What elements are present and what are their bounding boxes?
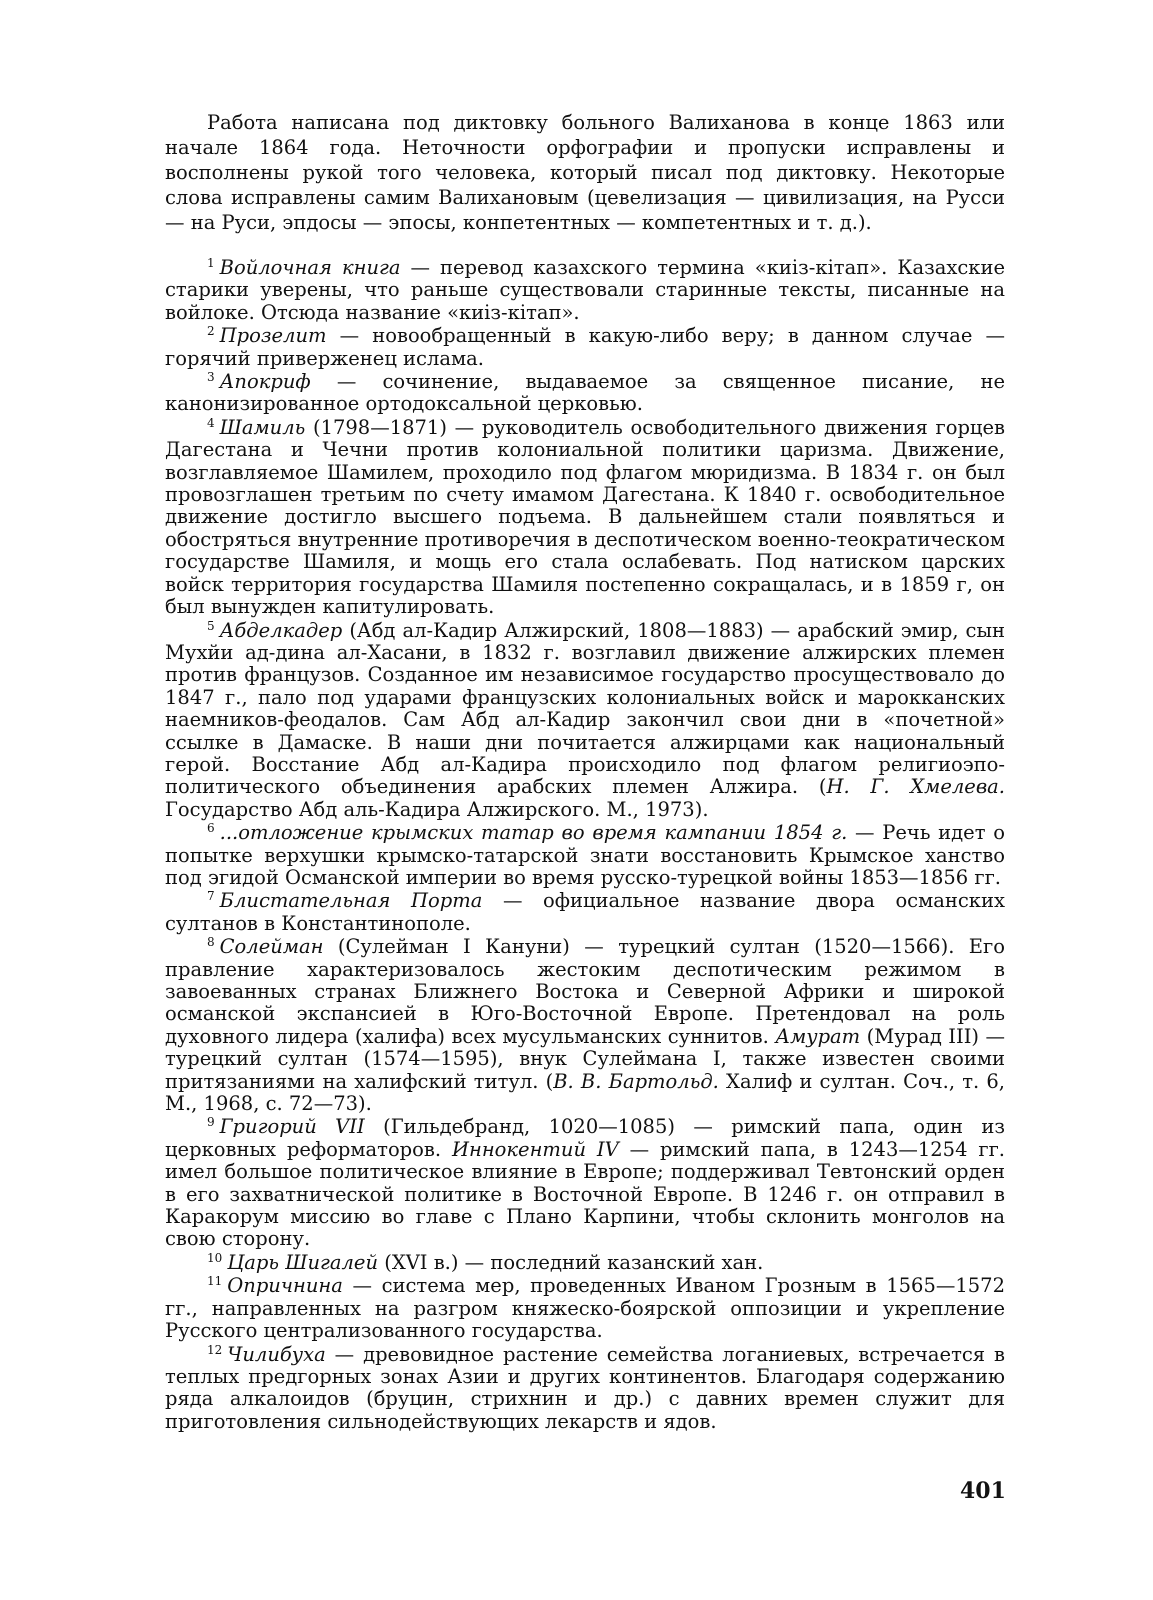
footnote-term: ...отложение крымских татар во время кампании 1854 г. (219, 821, 848, 845)
footnote-text: (Абд ал-Кадир Алжирский, 1808—1883) — арабский эмир, сын Мухйи ад-дина ал-Хасани, в 1832 г. возглавил движение алжирских племен против французов. Созданное им независимое государство просуществовало до 1847 г., пало под ударами французских колониальных войск и марокканских наемников-феодалов. Сам Абд ал-Кадир закончил свои дни в «почетной» ссылке в Дамаске. В наши дни почитается алжирцами как национальный герой. Восстание Абд ал-Кадира происходило под флагом религиоэпо-политического объединения арабских племен Алжира. ( (165, 618, 1005, 799)
footnote-text: — перевод казахского термина «киіз-кітап». Казахские старики уверены, что раньше существовали старинные тексты, писанные на войлоке. Отсюда название «киіз-кітап». (165, 256, 1005, 324)
footnote-term: Солейман (219, 935, 324, 959)
footnote-text: (XVI в.) — последний казанский хан. (378, 1250, 764, 1274)
footnote-term: Григорий VII (219, 1115, 365, 1139)
footnote-number: 9 (207, 1115, 215, 1130)
footnote-6 (165, 822, 1005, 889)
footnote-term: Апокриф (219, 370, 311, 394)
footnote-text: — новообращенный в какую-либо веру; в данном случае — горячий приверженец ислама. (165, 324, 1005, 370)
footnote-number: 3 (207, 370, 215, 385)
footnote-3 (165, 371, 1005, 416)
footnote-term: Прозелит (219, 324, 327, 348)
footnote-number: 6 (207, 821, 215, 836)
footnote-12 (165, 1344, 1005, 1434)
footnote-term-secondary: Амурат (775, 1024, 861, 1048)
footnote-reference-author: В. В. Бартольд. (553, 1069, 719, 1093)
footnote-8 (165, 936, 1005, 1115)
footnote-text: — древовидное растение семейства логаниевых, встречается в теплых предгорных зонах Азии и других континентов. Благодаря содержанию ряда алкалоидов (бруцин, стрихнин и др.) с давних времен служит для приготовления сильнодействующих лекарств и ядов. (165, 1342, 1005, 1433)
footnote-4 (165, 417, 1005, 619)
footnote-reference-text: Халиф и султан. Соч., т. 6, М., 1968, с. 72—73). (165, 1069, 1006, 1116)
footnote-text: — официальное название двора османских султанов в Константинополе. (165, 889, 1005, 935)
footnote-number: 2 (207, 324, 215, 339)
footnote-text: (1798—1871) — руководитель освободительного движения горцев Дагестана и Чечни против колониальной политики царизма. Движение, возглавляемое Шамилем, проходило под флагом мюридизма. В 1834 г. он был провозглашен третьим по счету имамом Дагестана. К 1840 г. освободительное движение достигло высшего подъема. В дальнейшем стали появляться и обостряться внутренние противоречия в деспотическом военно-теократическом государстве Шамиля, и мощь его стала ослабевать. Под натиском царских войск территория государства Шамиля постепенно сокращалась, и в 1859 г, он был вынужден капитулировать. (165, 415, 1005, 619)
footnote-number: 4 (207, 415, 215, 430)
footnote-term: Опричнина (227, 1274, 343, 1298)
footnote-number: 8 (207, 935, 215, 950)
footnote-reference-text: Государство Абд аль-Кадира Алжирского. М., 1973). (165, 797, 709, 821)
footnote-term: Шамиль (219, 415, 306, 439)
footnotes (165, 257, 1005, 1433)
footnote-number: 10 (207, 1250, 223, 1265)
footnote-9 (165, 1116, 1005, 1250)
footnote-text: — система мер, проведенных Иваном Грозным в 1565—1572 гг., направленных на разгром княжеско-боярской оппозиции и укрепление Русского централизованного государства. (165, 1274, 1005, 1343)
footnote-11 (165, 1275, 1005, 1342)
footnote-number: 7 (207, 889, 215, 904)
footnote-text-secondary: — римский папа, в 1243—1254 гг. имел большое политическое влияние в Европе; поддерживал Тевтонский орден в его захватнической политике в Восточной Европе. В 1246 г. он отправил в Каракорум миссию во главе с Плано Карпини, чтобы склонить монголов на свою сторону. (165, 1137, 1006, 1251)
footnote-text-secondary: (Мурад III) — турецкий султан (1574—1595), внук Сулеймана I, также известен своими притязаниями на халифский титул. ( (165, 1024, 1005, 1093)
page-body (165, 110, 1005, 1433)
footnote-term-secondary: Иннокентий IV (451, 1137, 619, 1161)
footnote-7 (165, 890, 1005, 935)
page-number: 401 (960, 1478, 1006, 1504)
footnote-reference-author: Н. Г. Хмелева. (826, 775, 1005, 799)
footnote-term: Царь Шигалей (227, 1250, 379, 1274)
footnote-5 (165, 620, 1005, 822)
footnote-number: 5 (207, 618, 215, 633)
footnote-term: Абделкадер (219, 618, 343, 642)
intro-paragraph: Работа написана под диктовку больного Валиханова в конце 1863 или начале 1864 года. Неточности орфографии и пропуски исправлены и восполнены рукой того человека, который писал под диктовку. Некоторые слова исправлены самим Валихановым (цевелизация — цивилизация, на Русси — на Руси, эпдосы — эпосы, конпетентных — компетентных и т. д.). (165, 111, 1005, 234)
footnote-term: Войлочная книга (219, 256, 401, 279)
footnote-text: — сочинение, выдаваемое за священное писание, не канонизированное ортодоксальной церковью. (165, 370, 1005, 416)
footnote-number: 11 (207, 1274, 223, 1289)
footnote-term: Чилибуха (227, 1342, 326, 1366)
footnote-number: 1 (207, 256, 215, 270)
footnote-term: Блистательная Порта (219, 889, 483, 913)
footnote-text: — Речь идет о попытке верхушки крымско-татарской знати восстановить Крымское ханство под эгидой Османской империи во время русско-турецкой войны 1853—1856 гг. (165, 821, 1005, 889)
footnote-10 (165, 1252, 1005, 1274)
footnote-1 (165, 257, 1005, 324)
footnote-text: (Гильдебранд, 1020—1085) — римский папа, один из церковных реформаторов. (165, 1115, 1005, 1161)
footnote-2 (165, 325, 1005, 370)
footnote-text: (Сулейман I Кануни) — турецкий султан (1520—1566). Его правление характеризовалось жестоким деспотическим режимом в завоеванных странах Ближнего Востока и Северной Африки и широкой османской экспансией в Юго-Восточной Европе. Претендовал на роль духовного лидера (халифа) всех мусульманских суннитов. (165, 935, 1005, 1048)
footnote-number: 12 (207, 1342, 223, 1357)
